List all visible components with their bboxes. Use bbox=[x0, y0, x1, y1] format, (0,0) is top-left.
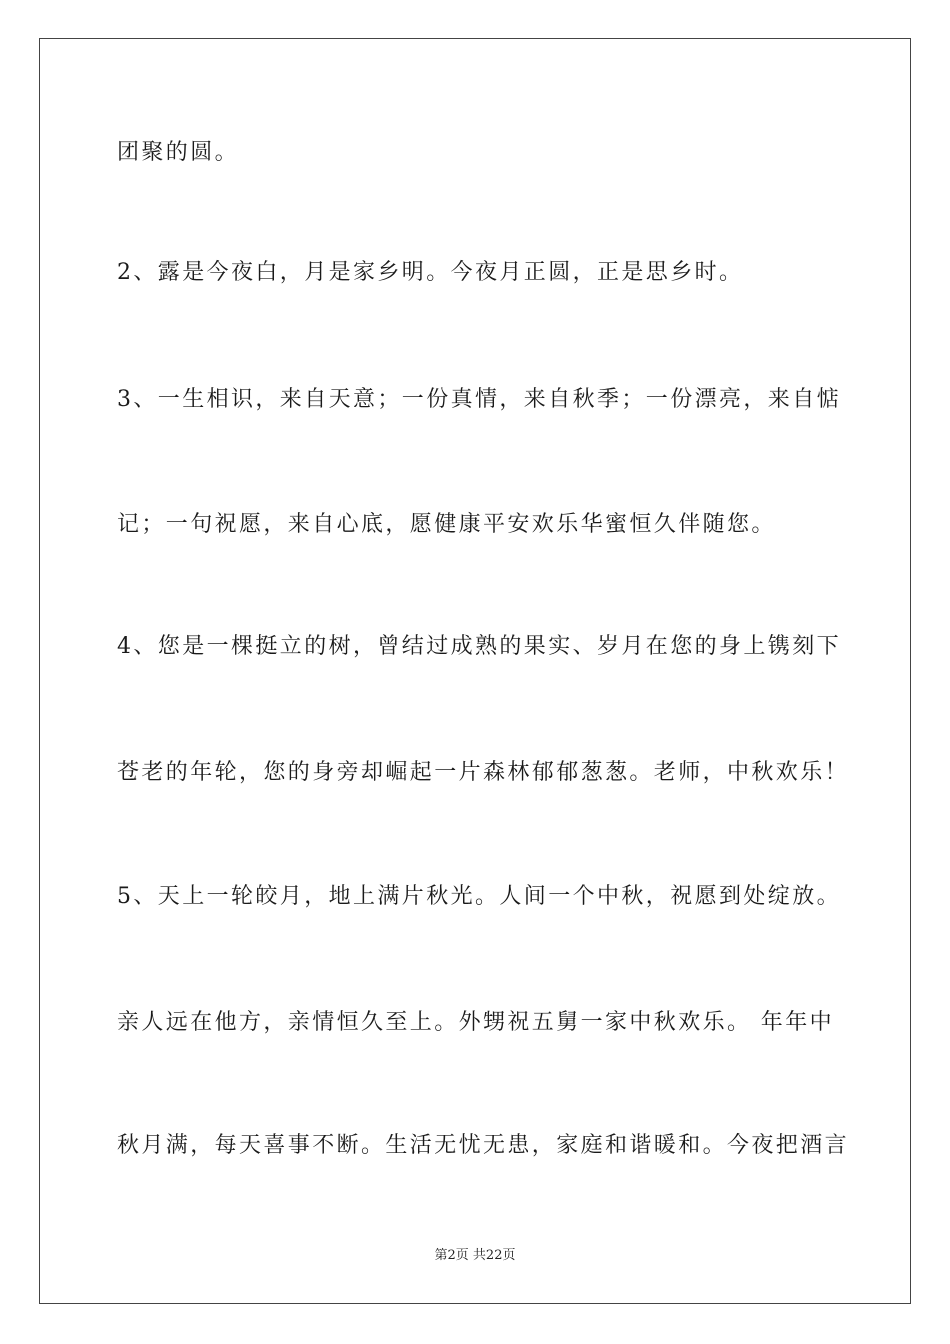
page-border bbox=[39, 38, 911, 1304]
page-number-footer: 第2页 共22页 bbox=[434, 1248, 516, 1263]
text-line-7: 5、天上一轮皎月，地上满片秋光。人间一个中秋，祝愿到处绽放。 bbox=[117, 884, 841, 909]
text-line-4: 记；一句祝愿，来自心底，愿健康平安欢乐华蜜恒久伴随您。 bbox=[117, 512, 776, 537]
text-line-6: 苍老的年轮，您的身旁却崛起一片森林郁郁葱葱。老师，中秋欢乐！ bbox=[117, 760, 850, 785]
text-line-2: 2、露是今夜白，月是家乡明。今夜月正圆，正是思乡时。 bbox=[117, 260, 744, 285]
text-line-3: 3、一生相识，来自天意；一份真情，来自秋季；一份漂亮，来自惦 bbox=[117, 387, 841, 412]
text-line-1: 团聚的圆。 bbox=[117, 140, 240, 165]
text-line-5: 4、您是一棵挺立的树，曾结过成熟的果实、岁月在您的身上镌刻下 bbox=[117, 634, 841, 659]
text-line-9: 秋月满，每天喜事不断。生活无忧无患，家庭和谐暖和。今夜把酒言 bbox=[117, 1133, 850, 1158]
text-line-8: 亲人远在他方，亲情恒久至上。外甥祝五舅一家中秋欢乐。 年年中 bbox=[117, 1010, 834, 1035]
